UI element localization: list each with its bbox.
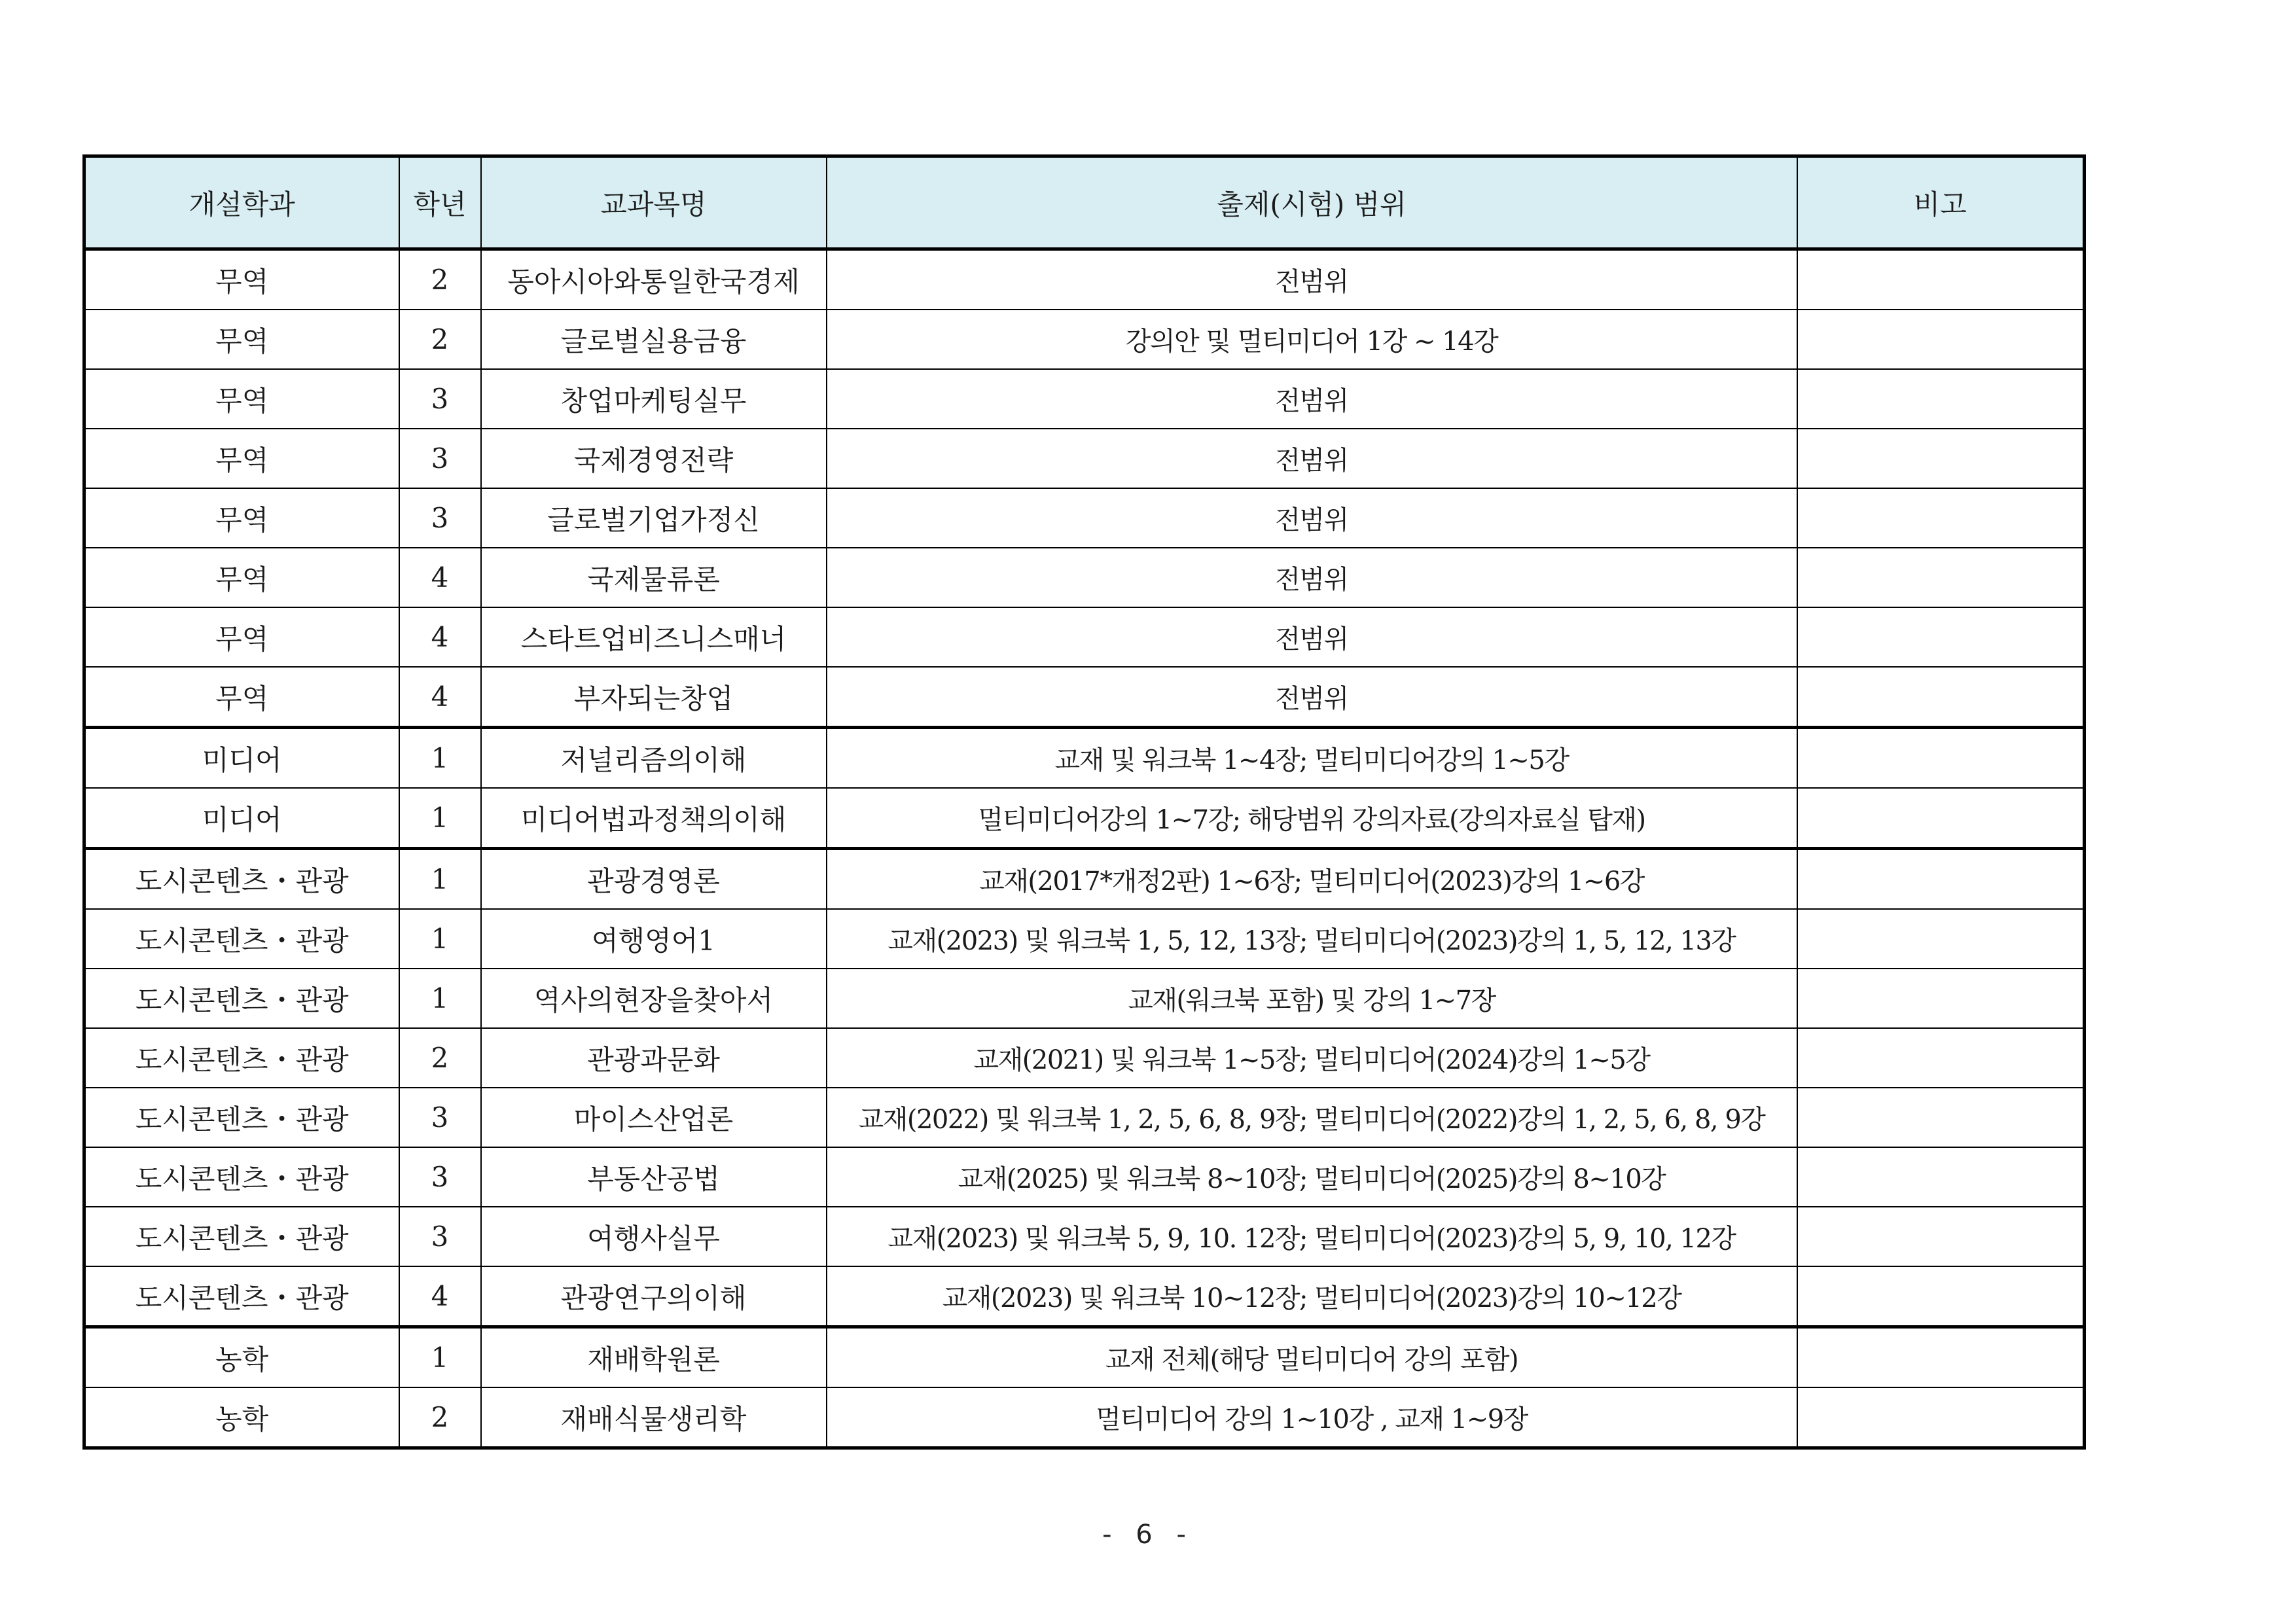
header-course-name: 교과목명 xyxy=(481,156,827,249)
cell-course-name: 국제물류론 xyxy=(481,548,827,607)
cell-department: 도시콘텐츠・관광 xyxy=(84,1207,399,1266)
exam-scope-table xyxy=(82,154,2086,1450)
cell-grade: 1 xyxy=(399,909,481,969)
cell-grade: 3 xyxy=(399,369,481,429)
table-row xyxy=(84,1266,2085,1327)
cell-department: 도시콘텐츠・관광 xyxy=(84,1266,399,1327)
cell-exam-range: 전범위 xyxy=(827,548,1797,607)
cell-department: 무역 xyxy=(84,667,399,728)
table-row xyxy=(84,1387,2085,1448)
cell-grade: 1 xyxy=(399,788,481,849)
cell-course-name: 재배학원론 xyxy=(481,1327,827,1388)
table-row xyxy=(84,429,2085,488)
cell-department: 미디어 xyxy=(84,788,399,849)
cell-department: 도시콘텐츠・관광 xyxy=(84,1028,399,1088)
cell-course-name: 부자되는창업 xyxy=(481,667,827,728)
cell-grade: 3 xyxy=(399,1207,481,1266)
cell-course-name: 저널리즘의이해 xyxy=(481,728,827,789)
page-number: - 6 - xyxy=(1102,1520,1194,1550)
table-row xyxy=(84,969,2085,1028)
cell-grade: 4 xyxy=(399,1266,481,1327)
table-body xyxy=(84,249,2085,1448)
cell-remarks xyxy=(1797,369,2085,429)
cell-grade: 3 xyxy=(399,1088,481,1147)
cell-remarks xyxy=(1797,249,2085,310)
cell-remarks xyxy=(1797,1207,2085,1266)
cell-exam-range: 전범위 xyxy=(827,249,1797,310)
table-header xyxy=(84,156,2085,249)
table-row xyxy=(84,1207,2085,1266)
cell-grade: 2 xyxy=(399,1387,481,1448)
table-row xyxy=(84,788,2085,849)
cell-department: 도시콘텐츠・관광 xyxy=(84,1088,399,1147)
cell-grade: 1 xyxy=(399,1327,481,1388)
table-row xyxy=(84,1088,2085,1147)
cell-course-name: 관광경영론 xyxy=(481,849,827,910)
cell-department: 무역 xyxy=(84,369,399,429)
cell-remarks xyxy=(1797,1387,2085,1448)
cell-grade: 1 xyxy=(399,728,481,789)
cell-department: 도시콘텐츠・관광 xyxy=(84,909,399,969)
header-remarks: 비고 xyxy=(1797,156,2085,249)
cell-grade: 4 xyxy=(399,607,481,667)
header-row xyxy=(84,156,2085,249)
table-row xyxy=(84,488,2085,548)
cell-course-name: 재배식물생리학 xyxy=(481,1387,827,1448)
cell-department: 무역 xyxy=(84,488,399,548)
cell-remarks xyxy=(1797,1266,2085,1327)
header-exam-range: 출제(시험) 범위 xyxy=(827,156,1797,249)
cell-remarks xyxy=(1797,607,2085,667)
cell-remarks xyxy=(1797,1327,2085,1388)
header-grade: 학년 xyxy=(399,156,481,249)
cell-course-name: 마이스산업론 xyxy=(481,1088,827,1147)
cell-exam-range: 전범위 xyxy=(827,607,1797,667)
cell-course-name: 글로벌기업가정신 xyxy=(481,488,827,548)
cell-department: 무역 xyxy=(84,249,399,310)
table-row xyxy=(84,310,2085,369)
cell-department: 무역 xyxy=(84,607,399,667)
cell-remarks xyxy=(1797,909,2085,969)
cell-grade: 3 xyxy=(399,1147,481,1207)
table-row xyxy=(84,849,2085,910)
cell-grade: 4 xyxy=(399,548,481,607)
cell-course-name: 관광연구의이해 xyxy=(481,1266,827,1327)
table-row xyxy=(84,1327,2085,1388)
cell-remarks xyxy=(1797,310,2085,369)
cell-exam-range: 교재(2023) 및 워크북 10~12장; 멀티미디어(2023)강의 10~12강 xyxy=(827,1266,1797,1327)
cell-course-name: 동아시아와통일한국경제 xyxy=(481,249,827,310)
cell-course-name: 관광과문화 xyxy=(481,1028,827,1088)
cell-exam-range: 교재(2022) 및 워크북 1, 2, 5, 6, 8, 9장; 멀티미디어(2022)강의 1, 2, 5, 6, 8, 9강 xyxy=(827,1088,1797,1147)
cell-exam-range: 멀티미디어강의 1~7강; 해당범위 강의자료(강의자료실 탑재) xyxy=(827,788,1797,849)
cell-grade: 3 xyxy=(399,429,481,488)
table-row xyxy=(84,607,2085,667)
cell-department: 무역 xyxy=(84,310,399,369)
cell-remarks xyxy=(1797,429,2085,488)
cell-remarks xyxy=(1797,849,2085,910)
cell-grade: 4 xyxy=(399,667,481,728)
cell-course-name: 역사의현장을찾아서 xyxy=(481,969,827,1028)
cell-department: 도시콘텐츠・관광 xyxy=(84,1147,399,1207)
cell-department: 도시콘텐츠・관광 xyxy=(84,969,399,1028)
cell-exam-range: 교재 전체(해당 멀티미디어 강의 포함) xyxy=(827,1327,1797,1388)
cell-exam-range: 교재(2023) 및 워크북 1, 5, 12, 13장; 멀티미디어(2023)강의 1, 5, 12, 13강 xyxy=(827,909,1797,969)
cell-remarks xyxy=(1797,548,2085,607)
cell-remarks xyxy=(1797,1028,2085,1088)
cell-course-name: 국제경영전략 xyxy=(481,429,827,488)
cell-exam-range: 교재(워크북 포함) 및 강의 1~7장 xyxy=(827,969,1797,1028)
cell-exam-range: 전범위 xyxy=(827,369,1797,429)
cell-course-name: 부동산공법 xyxy=(481,1147,827,1207)
cell-grade: 2 xyxy=(399,310,481,369)
cell-department: 농학 xyxy=(84,1327,399,1388)
cell-course-name: 창업마케팅실무 xyxy=(481,369,827,429)
cell-exam-range: 멀티미디어 강의 1~10강 , 교재 1~9장 xyxy=(827,1387,1797,1448)
cell-exam-range: 교재(2025) 및 워크북 8~10장; 멀티미디어(2025)강의 8~10강 xyxy=(827,1147,1797,1207)
cell-remarks xyxy=(1797,1147,2085,1207)
cell-department: 농학 xyxy=(84,1387,399,1448)
cell-department: 무역 xyxy=(84,548,399,607)
table-row xyxy=(84,548,2085,607)
cell-exam-range: 전범위 xyxy=(827,488,1797,548)
table-row xyxy=(84,249,2085,310)
cell-exam-range: 교재(2023) 및 워크북 5, 9, 10. 12장; 멀티미디어(2023)강의 5, 9, 10, 12강 xyxy=(827,1207,1797,1266)
cell-course-name: 스타트업비즈니스매너 xyxy=(481,607,827,667)
cell-course-name: 미디어법과정책의이해 xyxy=(481,788,827,849)
cell-exam-range: 교재(2017*개정2판) 1~6장; 멀티미디어(2023)강의 1~6강 xyxy=(827,849,1797,910)
cell-exam-range: 교재(2021) 및 워크북 1~5장; 멀티미디어(2024)강의 1~5강 xyxy=(827,1028,1797,1088)
cell-remarks xyxy=(1797,667,2085,728)
cell-exam-range: 전범위 xyxy=(827,667,1797,728)
cell-course-name: 여행사실무 xyxy=(481,1207,827,1266)
cell-grade: 3 xyxy=(399,488,481,548)
cell-exam-range: 교재 및 워크북 1~4장; 멀티미디어강의 1~5강 xyxy=(827,728,1797,789)
cell-department: 미디어 xyxy=(84,728,399,789)
cell-exam-range: 강의안 및 멀티미디어 1강 ~ 14강 xyxy=(827,310,1797,369)
cell-department: 무역 xyxy=(84,429,399,488)
cell-grade: 1 xyxy=(399,849,481,910)
table-row xyxy=(84,909,2085,969)
table-row xyxy=(84,667,2085,728)
header-department: 개설학과 xyxy=(84,156,399,249)
cell-remarks xyxy=(1797,1088,2085,1147)
cell-grade: 1 xyxy=(399,969,481,1028)
table-row xyxy=(84,1147,2085,1207)
table-row xyxy=(84,369,2085,429)
cell-grade: 2 xyxy=(399,1028,481,1088)
cell-grade: 2 xyxy=(399,249,481,310)
table-row xyxy=(84,1028,2085,1088)
cell-course-name: 여행영어1 xyxy=(481,909,827,969)
cell-remarks xyxy=(1797,788,2085,849)
cell-remarks xyxy=(1797,969,2085,1028)
cell-course-name: 글로벌실용금융 xyxy=(481,310,827,369)
table-row xyxy=(84,728,2085,789)
cell-department: 도시콘텐츠・관광 xyxy=(84,849,399,910)
cell-remarks xyxy=(1797,488,2085,548)
cell-exam-range: 전범위 xyxy=(827,429,1797,488)
cell-remarks xyxy=(1797,728,2085,789)
